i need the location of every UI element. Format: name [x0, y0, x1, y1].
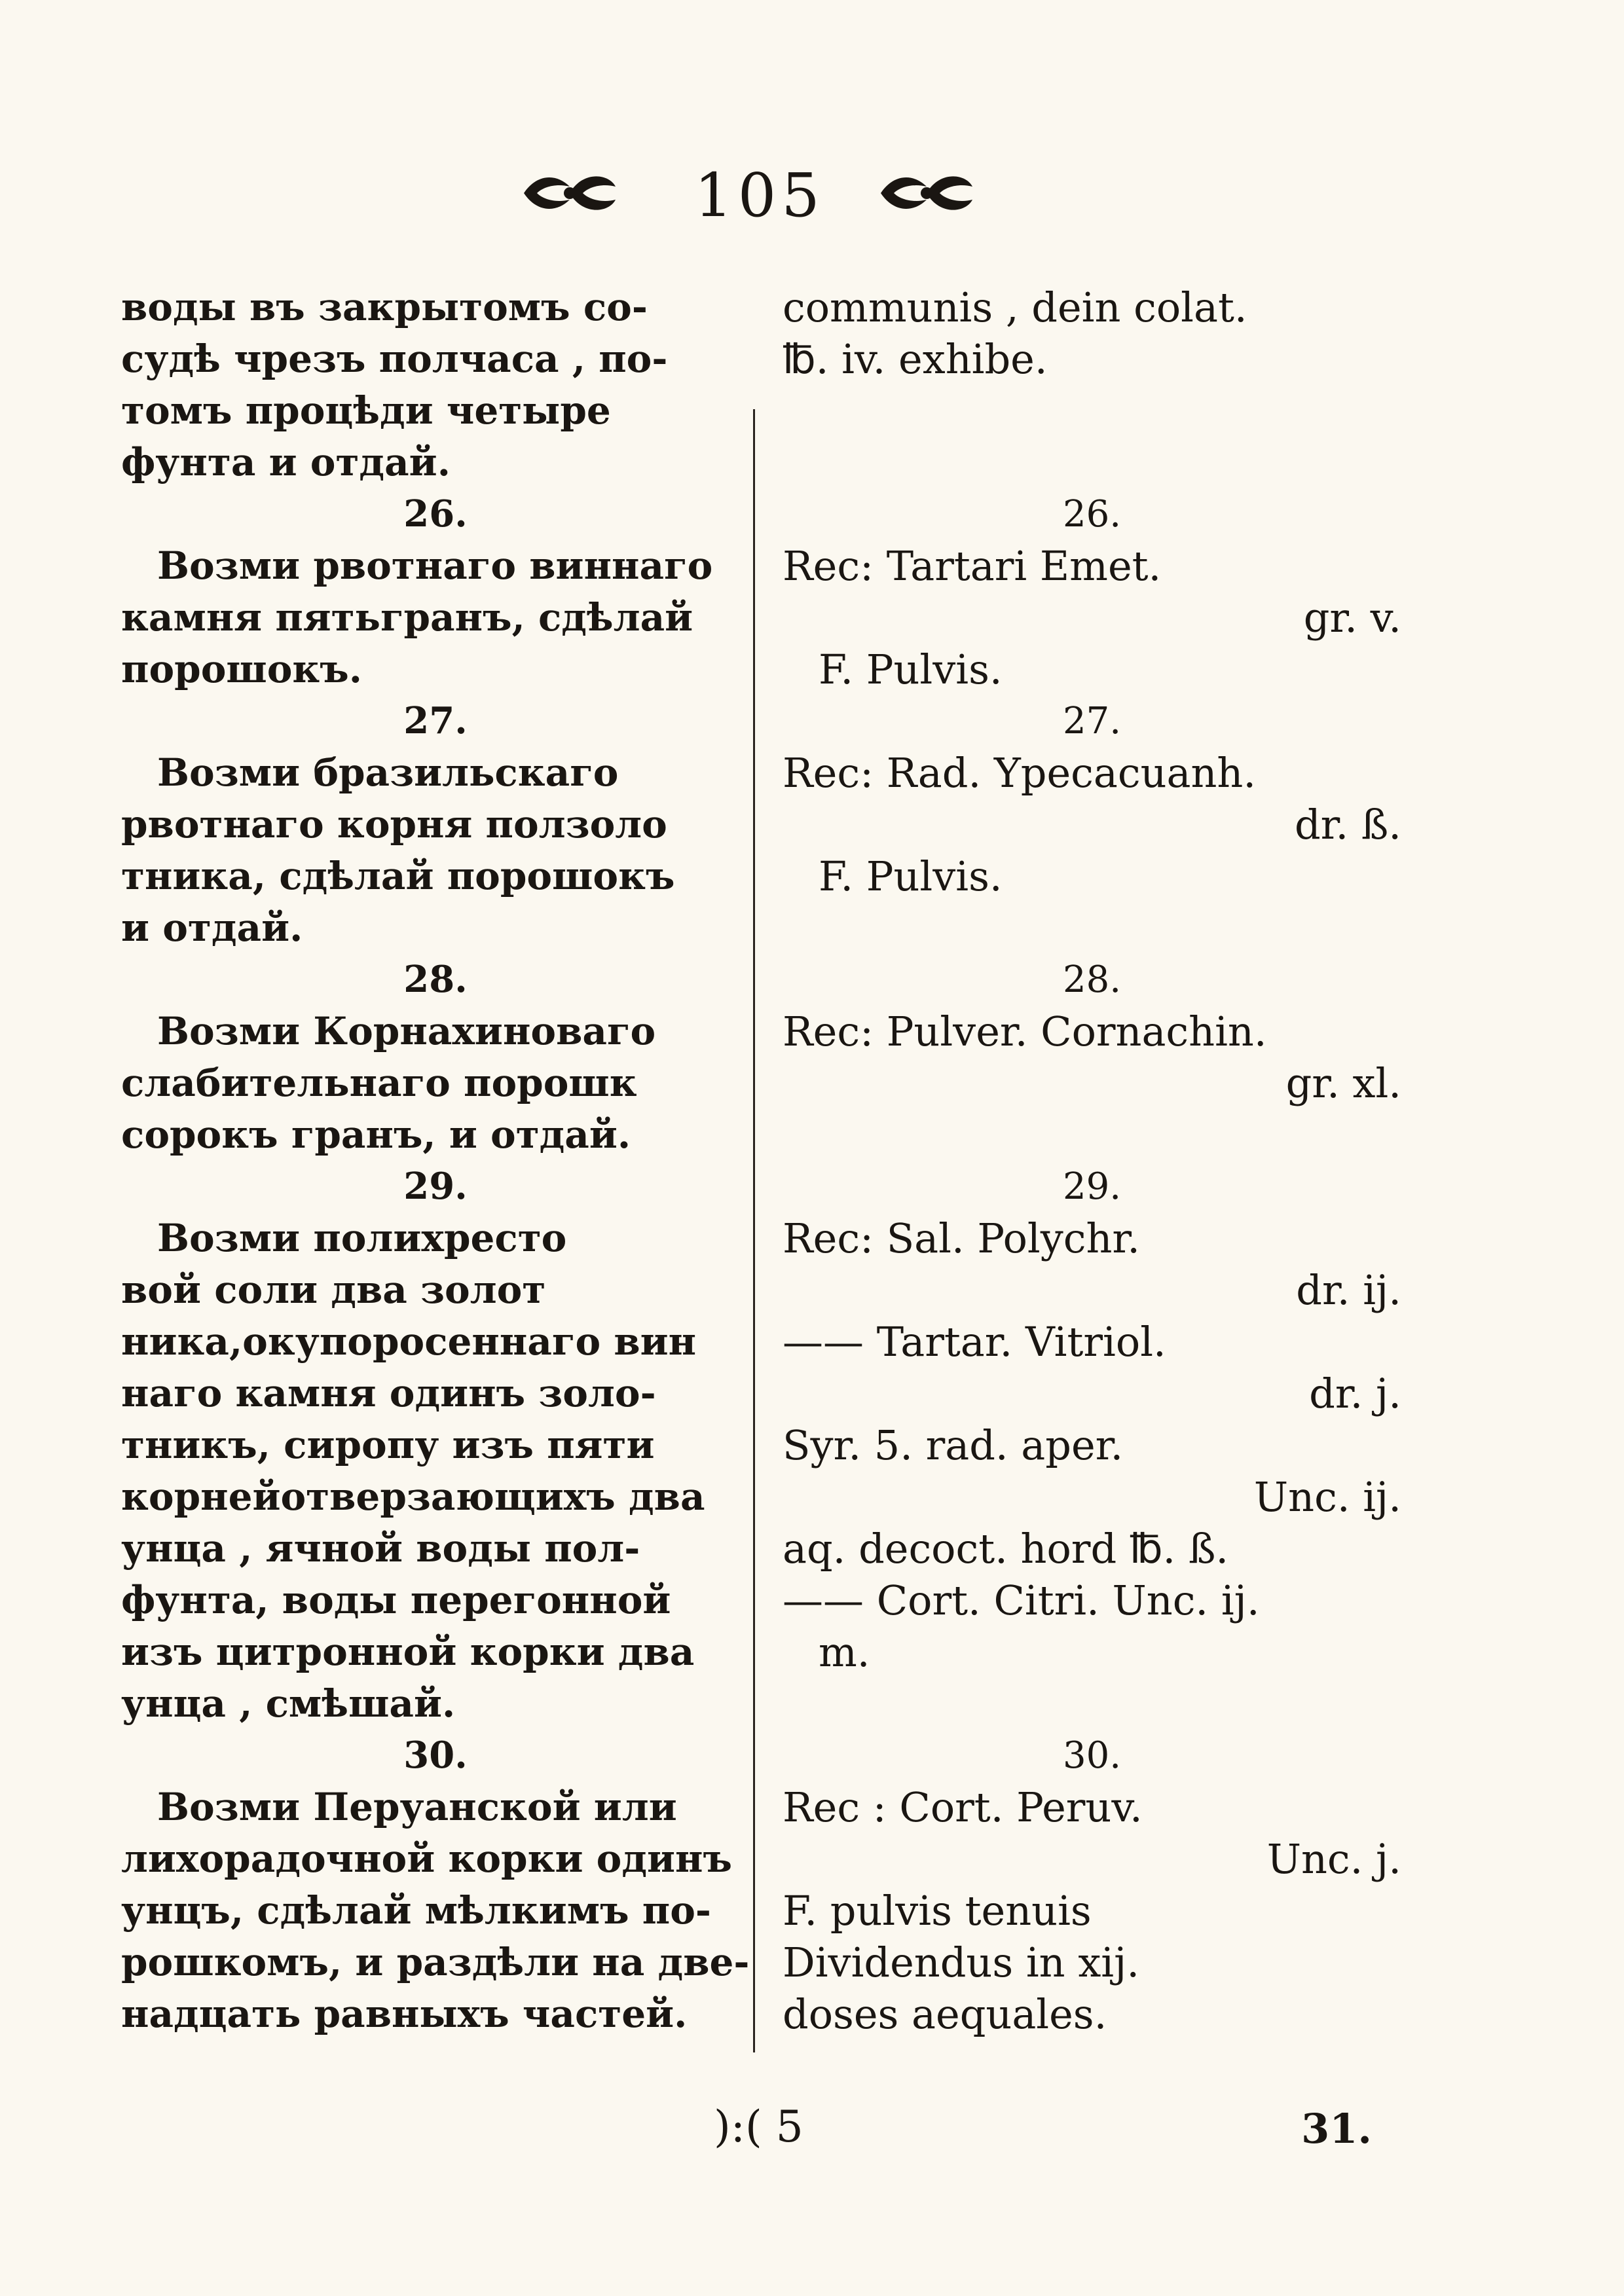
recipe-number: 28. [1062, 958, 1122, 1001]
recipe-number: 30. [403, 1734, 468, 1777]
dosage-line: gr. xl. [1285, 1059, 1401, 1107]
blank-line [783, 1678, 1401, 1730]
text-line: тникъ, сиропу изъ пяти [121, 1423, 655, 1467]
dosage-line: Unc. ij. [1253, 1473, 1401, 1521]
recipe-number: 27. [1062, 700, 1122, 742]
latin-text-column [783, 282, 1401, 2040]
text-line: Dividendus in xij. [783, 1939, 1140, 1986]
text-line: фунта, воды перегонной [121, 1578, 671, 1622]
recipe-number: 26. [1062, 493, 1122, 536]
page-header [0, 160, 1624, 232]
recipe-number: 29. [403, 1165, 468, 1208]
text-line: Rec: Sal. Polychr. [783, 1214, 1140, 1262]
text-line: судѣ чрезъ полчаса , по- [121, 337, 668, 381]
text-line: тника, сдѣлай порошокъ [121, 854, 675, 898]
recipe-number: 30. [1062, 1734, 1122, 1777]
text-line: —— Tartar. Vitriol. [783, 1318, 1166, 1366]
text-line: слабительнаго порошк [121, 1061, 637, 1105]
page-number: 105 [694, 160, 825, 230]
text-line: F. Pulvis. [819, 852, 1003, 900]
text-line: F. Pulvis. [819, 646, 1003, 693]
text-line: Rec : Cort. Peruv. [783, 1783, 1143, 1831]
text-line: doses aequales. [783, 1990, 1107, 2038]
text-line: рвотнаго корня ползоло [121, 802, 667, 847]
text-line: томъ процѣди четыре [121, 388, 611, 433]
text-line: рошкомъ, и раздѣли на две- [121, 1940, 750, 1984]
text-line: надцать равныхъ частей. [121, 1992, 688, 2036]
recipe-number: 28. [403, 958, 468, 1001]
catchword: 31. [1301, 2105, 1372, 2153]
text-line: ℔. iv. exhibe. [783, 335, 1048, 383]
blank-line [783, 437, 1401, 488]
dosage-line: dr. ij. [1296, 1266, 1401, 1314]
text-line: унца , ячной воды пол- [121, 1526, 640, 1571]
text-line: —— Cort. Citri. Unc. ij. [783, 1576, 1260, 1624]
fleuron-ornament-right [874, 167, 979, 219]
text-line: изъ цитронной корки два [121, 1630, 695, 1674]
blank-line [783, 385, 1401, 437]
text-line: Syr. 5. rad. aper. [783, 1421, 1124, 1469]
text-line: порошокъ. [121, 647, 362, 691]
text-line: Возми бразильскаго [157, 750, 619, 795]
text-line: фунта и отдай. [121, 440, 451, 484]
text-line: Возми рвотнаго виннаго [157, 543, 713, 588]
text-line: воды въ закрытомъ со- [121, 285, 648, 329]
text-line: communis , dein colat. [783, 283, 1247, 331]
dosage-line: gr. v. [1303, 594, 1401, 642]
fleuron-ornament-left [517, 167, 622, 219]
column-divider [753, 409, 755, 2052]
text-line: F. pulvis tenuis [783, 1887, 1092, 1935]
text-line: aq. decoct. hord ℔. ß. [783, 1525, 1229, 1573]
text-line: вой соли два золот [121, 1267, 546, 1312]
dosage-line: dr. j. [1309, 1370, 1401, 1417]
text-line: Rec: Tartari Emet. [783, 542, 1162, 590]
text-line: унцъ, сдѣлай мѣлкимъ по- [121, 1888, 711, 1933]
dosage-line: dr. ß. [1294, 801, 1401, 848]
text-line: и отдай. [121, 905, 303, 950]
text-line: Rec: Pulver. Cornachin. [783, 1008, 1267, 1055]
text-line: Rec: Rad. Ypecacuanh. [783, 749, 1257, 797]
text-line: Возми Перуанской или [157, 1785, 677, 1829]
text-line: лихорадочной корки одинъ [121, 1836, 732, 1881]
text-line: корнейотверзающихъ два [121, 1474, 705, 1519]
text-line: сорокъ гранъ, и отдай. [121, 1112, 631, 1157]
blank-line [783, 1109, 1401, 1161]
text-line: наго камня одинъ золо- [121, 1371, 656, 1415]
recipe-number: 27. [403, 699, 468, 742]
text-line: ника,окупоросеннаго вин [121, 1319, 697, 1364]
dosage-line: Unc. j. [1266, 1835, 1401, 1883]
signature-mark: ):( 5 [714, 2102, 803, 2152]
text-line: унца , смѣшай. [121, 1681, 456, 1726]
text-line: камня пятьгранъ, сдѣлай [121, 595, 693, 640]
russian-text-column [121, 282, 750, 2040]
recipe-number: 29. [1062, 1165, 1122, 1208]
blank-line [783, 902, 1401, 954]
text-line: m. [819, 1628, 870, 1676]
recipe-number: 26. [403, 492, 468, 536]
text-line: Возми Корнахиноваго [157, 1009, 656, 1053]
text-line: Возми полихресто [157, 1216, 567, 1260]
